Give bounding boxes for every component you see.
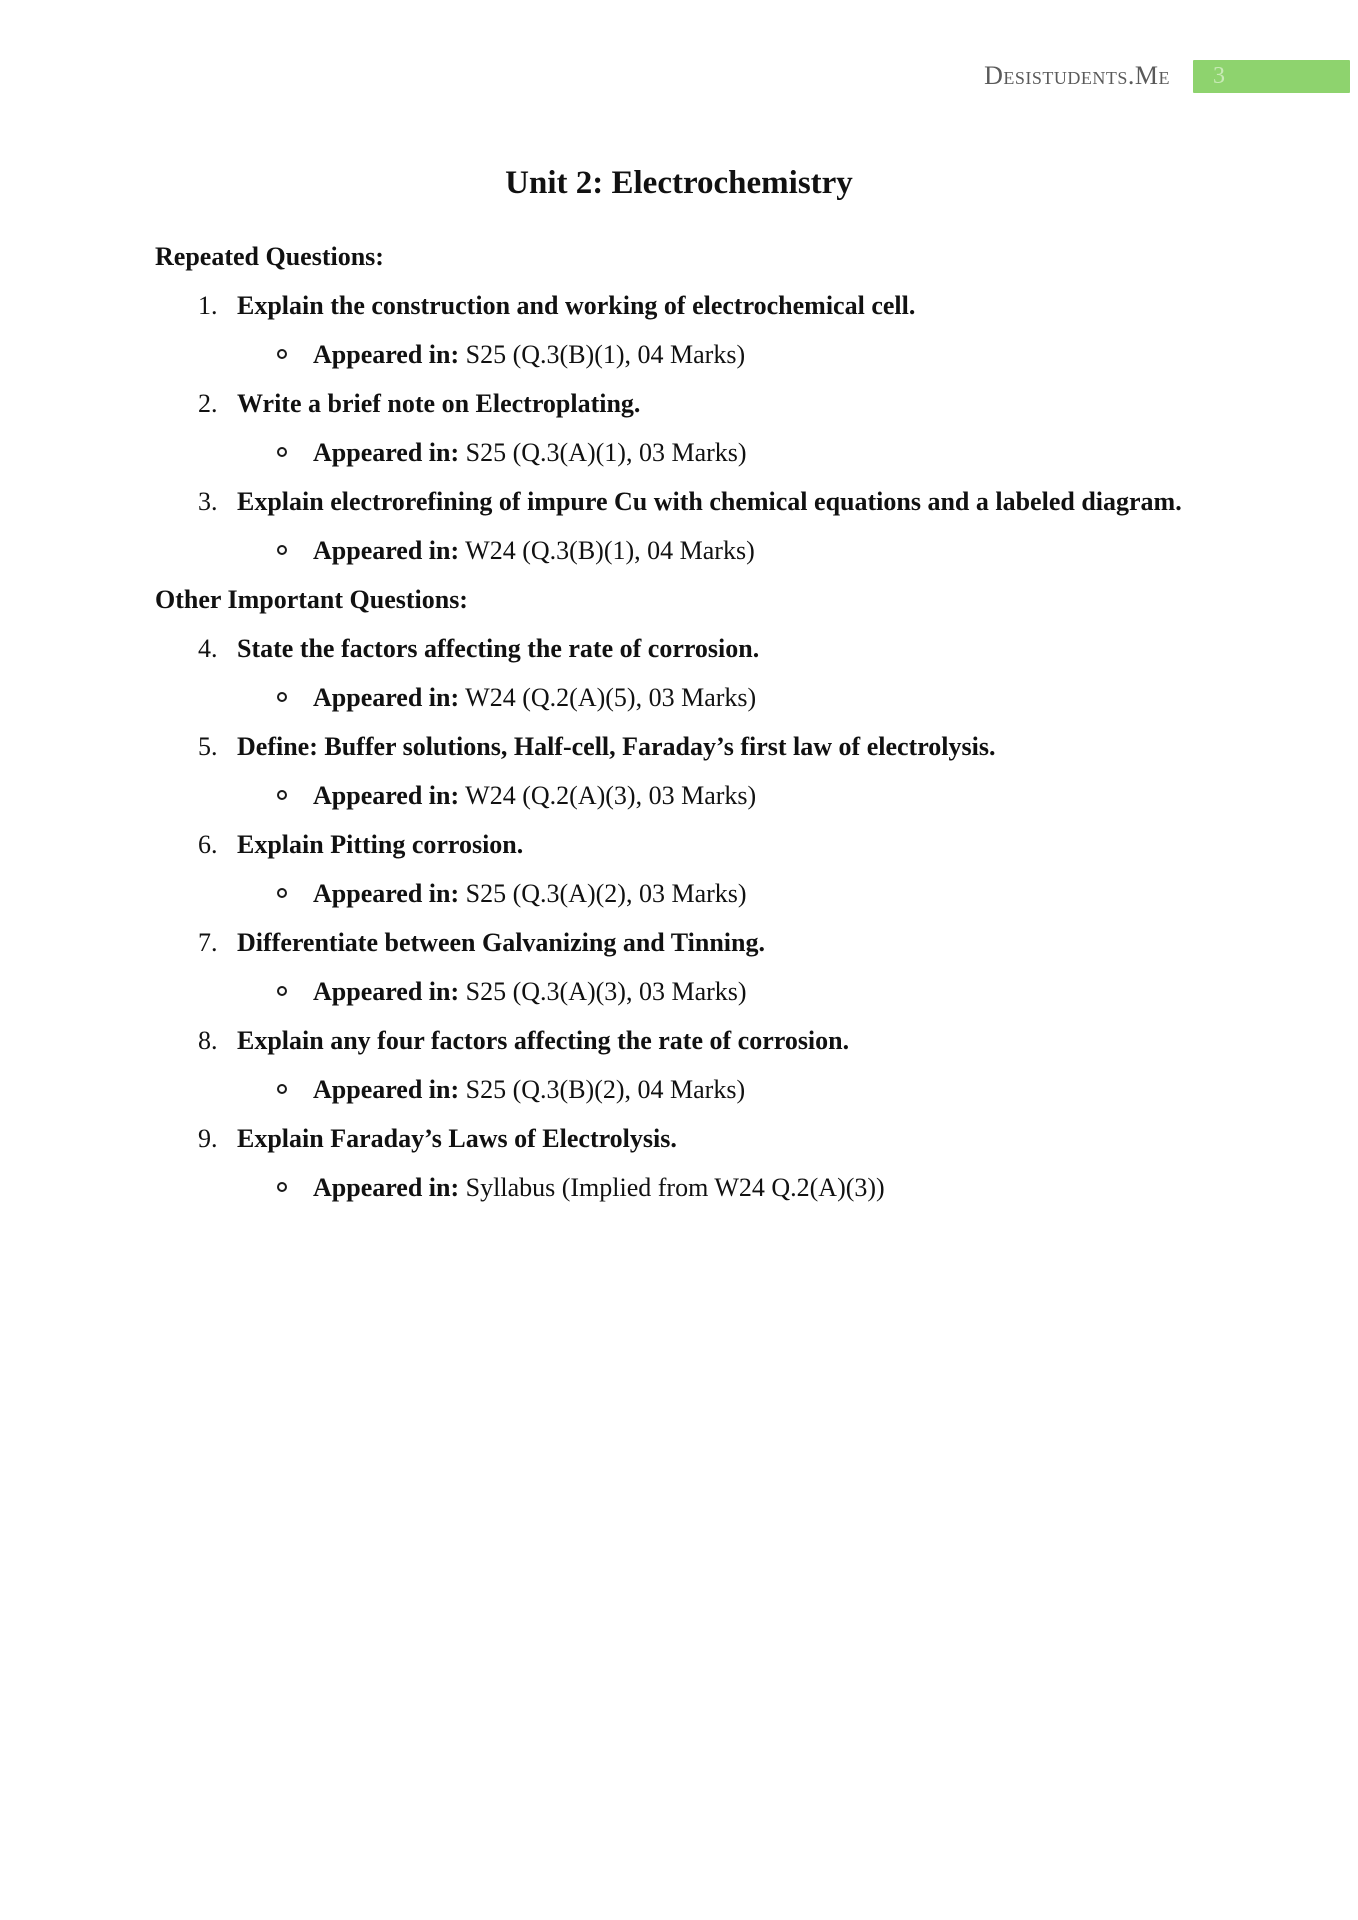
appeared-value: S25 (Q.3(A)(3), 03 Marks) bbox=[459, 977, 747, 1006]
appeared-text bbox=[155, 975, 1258, 1008]
bullet-icon bbox=[277, 790, 287, 800]
question-number: 4. bbox=[198, 634, 218, 663]
appeared-label: Appeared in: bbox=[313, 879, 460, 908]
appeared-line bbox=[155, 975, 1258, 1008]
appeared-label: Appeared in: bbox=[313, 438, 460, 467]
question-text: Explain Pitting corrosion. bbox=[237, 830, 524, 859]
bullet-icon bbox=[277, 692, 287, 702]
appeared-line bbox=[155, 681, 1258, 714]
appeared-label: Appeared in: bbox=[313, 536, 460, 565]
appeared-line bbox=[155, 1171, 1258, 1204]
section-heading: Other Important Questions: bbox=[155, 585, 468, 614]
document-body bbox=[155, 240, 1258, 1220]
question-text: Differentiate between Galvanizing and Tinning. bbox=[237, 928, 765, 957]
question-text: Explain the construction and working of electrochemical cell. bbox=[237, 291, 916, 320]
question-number: 9. bbox=[198, 1124, 218, 1153]
question-number: 3. bbox=[198, 487, 218, 516]
appeared-value: S25 (Q.3(A)(1), 03 Marks) bbox=[459, 438, 747, 467]
bullet-icon bbox=[277, 349, 287, 359]
question-item bbox=[155, 632, 1258, 665]
question-text: Write a brief note on Electroplating. bbox=[237, 389, 641, 418]
question-number: 2. bbox=[198, 389, 218, 418]
appeared-label: Appeared in: bbox=[313, 340, 460, 369]
appeared-value: S25 (Q.3(B)(2), 04 Marks) bbox=[459, 1075, 746, 1104]
section-heading: Repeated Questions: bbox=[155, 242, 384, 271]
appeared-text bbox=[155, 436, 1258, 469]
question-item bbox=[155, 1122, 1258, 1155]
appeared-line bbox=[155, 534, 1258, 567]
page-number: 3 bbox=[1213, 63, 1225, 89]
page-header bbox=[0, 57, 1350, 95]
appeared-label: Appeared in: bbox=[313, 1173, 460, 1202]
question-item bbox=[155, 730, 1258, 763]
bullet-icon bbox=[277, 1084, 287, 1094]
question-number: 1. bbox=[198, 291, 218, 320]
appeared-text bbox=[155, 1171, 1258, 1204]
appeared-label: Appeared in: bbox=[313, 977, 460, 1006]
appeared-line bbox=[155, 1073, 1258, 1106]
bullet-icon bbox=[277, 986, 287, 996]
appeared-line bbox=[155, 877, 1258, 910]
appeared-value: S25 (Q.3(B)(1), 04 Marks) bbox=[459, 340, 746, 369]
appeared-value: Syllabus (Implied from W24 Q.2(A)(3)) bbox=[459, 1173, 885, 1202]
site-label: Desistudents.Me bbox=[984, 61, 1170, 90]
appeared-label: Appeared in: bbox=[313, 781, 460, 810]
question-number: 7. bbox=[198, 928, 218, 957]
bullet-icon bbox=[277, 447, 287, 457]
appeared-value: W24 (Q.2(A)(5), 03 Marks) bbox=[459, 683, 757, 712]
appeared-label: Appeared in: bbox=[313, 683, 460, 712]
question-text: Explain Faraday’s Laws of Electrolysis. bbox=[237, 1124, 677, 1153]
appeared-text bbox=[155, 534, 1258, 567]
appeared-label: Appeared in: bbox=[313, 1075, 460, 1104]
page-title: Unit 2: Electrochemistry bbox=[505, 165, 853, 201]
question-text: State the factors affecting the rate of corrosion. bbox=[237, 634, 760, 663]
appeared-line bbox=[155, 436, 1258, 469]
page-number-badge bbox=[1193, 60, 1350, 93]
question-item bbox=[155, 485, 1258, 518]
question-text: Define: Buffer solutions, Half-cell, Faraday’s first law of electrolysis. bbox=[237, 732, 996, 761]
question-number: 8. bbox=[198, 1026, 218, 1055]
question-number: 6. bbox=[198, 830, 218, 859]
question-text: Explain any four factors affecting the rate of corrosion. bbox=[237, 1026, 850, 1055]
appeared-line bbox=[155, 779, 1258, 812]
appeared-value: W24 (Q.3(B)(1), 04 Marks) bbox=[459, 536, 755, 565]
question-item bbox=[155, 289, 1258, 322]
question-item bbox=[155, 828, 1258, 861]
appeared-value: S25 (Q.3(A)(2), 03 Marks) bbox=[459, 879, 747, 908]
question-item bbox=[155, 926, 1258, 959]
bullet-icon bbox=[277, 888, 287, 898]
appeared-text bbox=[155, 779, 1258, 812]
bullet-icon bbox=[277, 1182, 287, 1192]
bullet-icon bbox=[277, 545, 287, 555]
question-number: 5. bbox=[198, 732, 218, 761]
appeared-line bbox=[155, 338, 1258, 371]
appeared-value: W24 (Q.2(A)(3), 03 Marks) bbox=[459, 781, 757, 810]
question-item bbox=[155, 387, 1258, 420]
appeared-text bbox=[155, 877, 1258, 910]
appeared-text bbox=[155, 681, 1258, 714]
appeared-text bbox=[155, 338, 1258, 371]
question-text: Explain electrorefining of impure Cu with chemical equations and a labeled diagram. bbox=[237, 487, 1182, 516]
question-item bbox=[155, 1024, 1258, 1057]
appeared-text bbox=[155, 1073, 1258, 1106]
